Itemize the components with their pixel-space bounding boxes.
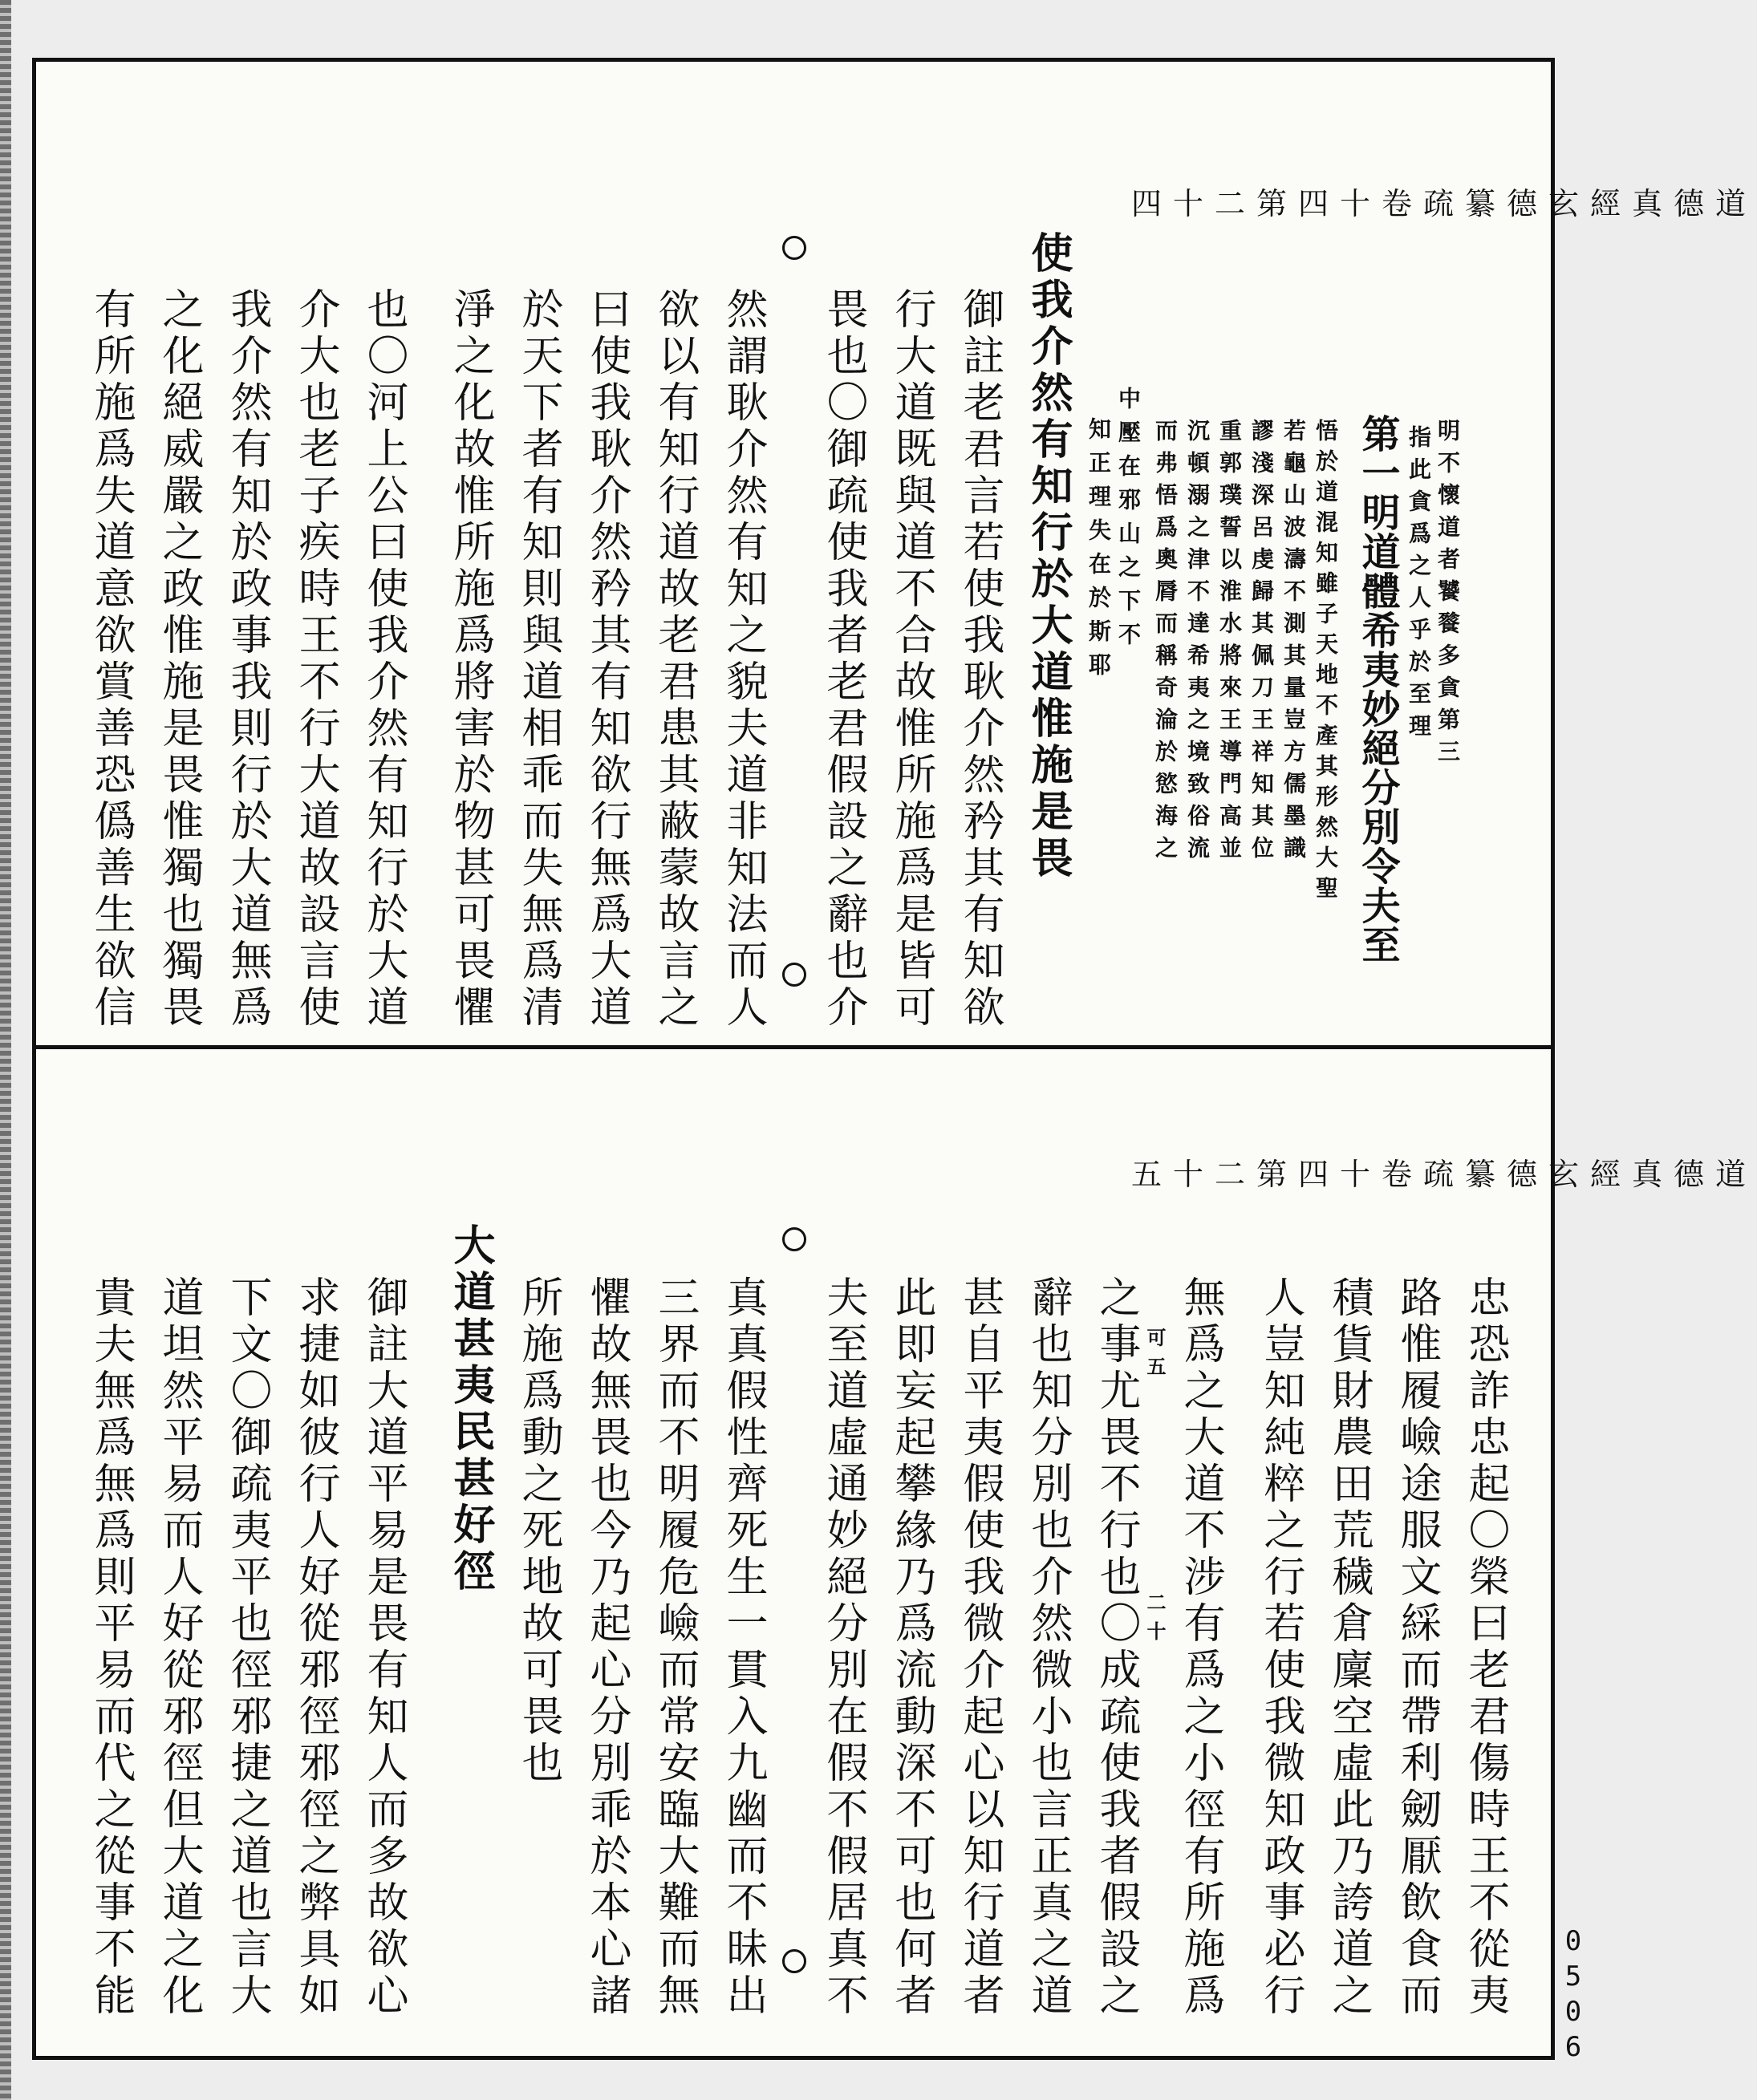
bottom-col-1: 路惟履嶮途服文綵而帶利劒厭飲食而 xyxy=(1393,1275,1441,2020)
bottom-col-9: 夫至道虛通妙絕分別在假不假居真不 xyxy=(819,1275,867,2020)
scan-edge xyxy=(0,0,11,2100)
bottom-col-11: 三界而不明履危嶮而常安臨大難而無 xyxy=(651,1275,699,2020)
top-col-22: 我介然有知於政事我則行於大道無爲 xyxy=(223,287,271,1032)
top-col-18: 於天下者有知則與道相乖而失無爲清 xyxy=(514,287,562,1032)
page-number: 0506 xyxy=(1557,1925,1589,2066)
top-col-11: 知正理失在於斯耶 xyxy=(1085,417,1112,687)
bottom-col-12: 懼故無畏也今乃起心分別乖於本心諸 xyxy=(582,1275,631,2020)
bottom-col-13: 所施爲動之死地故可畏也 xyxy=(514,1275,562,1787)
bottom-col-7: 甚自平夷假使我微介起心以知行道者 xyxy=(956,1275,1004,2020)
top-col-12: 御註老君言若使我耿介然矜其有知欲 xyxy=(956,287,1004,1032)
bottom-col-0: 忠恐詐忠起〇榮曰老君傷時王不從夷 xyxy=(1461,1275,1509,2020)
bottom-col-18: 道坦然平易而人好從邪徑但大道之化 xyxy=(155,1275,203,2020)
top-header: 道德真經玄德纂疏卷十四第二十四 xyxy=(1131,186,1757,221)
bottom-col-2: 積貨財農田荒穢倉廩空虛此乃誇道之 xyxy=(1325,1275,1373,2020)
top-col-1: 指此貪爲之人乎於至理 xyxy=(1406,425,1432,746)
top-col-7: 沉頓溺之津不達希夷之境致俗流 xyxy=(1184,419,1211,868)
top-col-15: 然謂耿介然有知之貌夫道非知法而人 xyxy=(719,287,767,1032)
marginal-note-2: 二十 xyxy=(1143,1592,1167,1650)
bottom-col-17: 下文〇御疏夷平也徑邪捷之道也言大 xyxy=(223,1275,271,2020)
top-col-17: 曰使我耿介然矜其有知欲行無爲大道 xyxy=(582,287,631,1032)
marginal-note-1: 可五 xyxy=(1143,1328,1167,1385)
top-col-10: 中壓在邪山之下不 xyxy=(1115,387,1142,656)
bottom-col-3: 人豈知純粹之行若使我微知政事必行 xyxy=(1256,1275,1305,2020)
top-col-24: 有所施爲失道意欲賞善恐僞善生欲信 xyxy=(87,287,135,1032)
circle-mark xyxy=(782,963,806,987)
top-col-4: 若龜山波濤不測其量豈方儒墨識 xyxy=(1280,419,1307,868)
bottom-col-16: 求捷如彼行人好從邪徑邪徑之弊具如 xyxy=(291,1275,339,2020)
bottom-col-14: 大道甚夷民甚好徑 xyxy=(446,1223,495,1595)
top-col-14: 畏也〇御疏使我者老君假設之辭也介 xyxy=(819,287,867,1032)
bottom-header: 道德真經玄德纂疏卷十四第二十五 xyxy=(1131,1157,1757,1192)
bottom-col-6: 辭也知分別也介然微小也言正真之道 xyxy=(1024,1275,1072,2020)
circle-mark xyxy=(782,236,806,260)
bottom-col-15: 御註大道平易是畏有知人而多故欲心 xyxy=(359,1275,408,2020)
top-col-23: 之化絕威嚴之政惟施是畏惟獨也獨畏 xyxy=(155,287,203,1032)
top-col-20: 也〇河上公曰使我介然有知行於大道 xyxy=(359,287,408,1032)
half-divider xyxy=(32,1045,1555,1049)
top-col-5: 謬淺深呂虔歸其佩刀王祥知其位 xyxy=(1248,419,1275,868)
top-col-16: 欲以有知行道故老君患其蔽蒙故言之 xyxy=(651,287,699,1032)
bottom-col-8: 此即妄起攀緣乃爲流動深不可也何者 xyxy=(887,1275,935,2020)
top-col-2: 第一明道體希夷妙絕分別令夫至 xyxy=(1355,414,1400,964)
bottom-col-5: 之事尤畏不行也〇成疏使我者假設之 xyxy=(1092,1275,1140,2020)
top-col-6: 重郭璞誓以淮水將來王導門高並 xyxy=(1216,419,1243,868)
top-col-8: 而弗悟爲奧脣而稱奇淪於慾海之 xyxy=(1152,419,1179,868)
bottom-col-19: 貴夫無爲無爲則平易而代之從事不能 xyxy=(87,1275,135,2020)
top-col-9: 使我介然有知行於大道惟施是畏 xyxy=(1024,231,1073,882)
bottom-col-4: 無爲之大道不涉有爲之小徑有所施爲 xyxy=(1176,1275,1224,2020)
top-col-0: 明不懷道者饕餮多貪第三 xyxy=(1434,419,1461,772)
top-col-13: 行大道既與道不合故惟所施爲是皆可 xyxy=(887,287,935,1032)
top-col-19: 淨之化故惟所施爲將害於物甚可畏懼 xyxy=(446,287,494,1032)
bottom-col-10: 真真假性齊死生一貫入九幽而不昧出 xyxy=(719,1275,767,2020)
top-col-21: 介大也老子疾時王不行大道故設言使 xyxy=(291,287,339,1032)
circle-mark xyxy=(782,1227,806,1251)
circle-mark xyxy=(782,1949,806,1973)
top-col-3: 悟於道混知雖子天地不產其形然大聖 xyxy=(1313,419,1339,906)
